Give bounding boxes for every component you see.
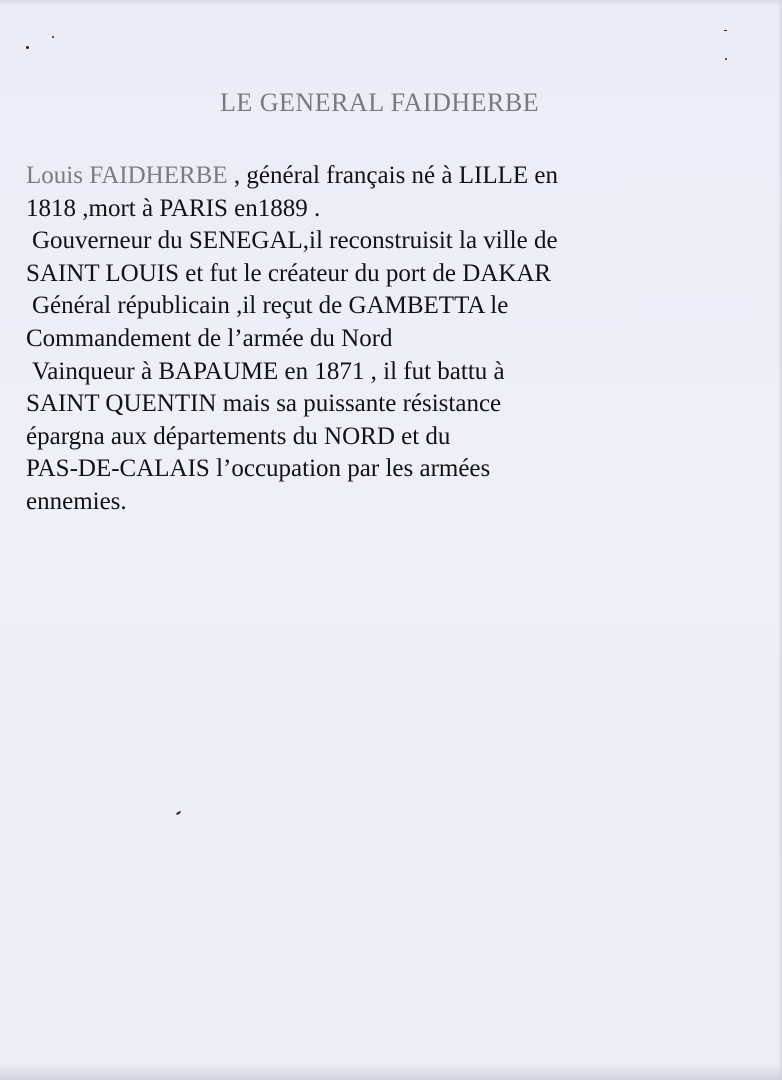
body-line: SAINT LOUIS et fut le créateur du port de DAKAR bbox=[26, 259, 552, 287]
body-line: Commandement de l’armée du Nord bbox=[26, 324, 393, 352]
body-line: 1818 ,mort à PARIS en1889 . bbox=[26, 194, 321, 222]
body-line: ennemies. bbox=[26, 487, 127, 515]
scan-edge-bottom bbox=[0, 1064, 782, 1080]
body-line: Gouverneur du SENEGAL,il reconstruisit la ville de bbox=[32, 227, 558, 255]
document-title: LE GENERAL FAIDHERBE bbox=[220, 88, 540, 117]
body-line: Vainqueur à BAPAUME en 1871 , il fut battu à bbox=[32, 357, 505, 385]
scan-speck bbox=[52, 36, 54, 38]
scan-edge-top bbox=[0, 0, 782, 6]
scan-speck bbox=[176, 811, 181, 816]
scan-edge-right bbox=[778, 0, 782, 1080]
document-body bbox=[26, 160, 666, 519]
name-lead: Louis FAIDHERBE bbox=[26, 162, 228, 189]
body-line: épargna aux départements du NORD et du bbox=[26, 422, 451, 450]
body-line bbox=[26, 160, 666, 193]
body-line: PAS-DE-CALAIS l’occupation par les armées bbox=[26, 455, 491, 483]
scan-speck bbox=[26, 46, 29, 49]
body-line: Général républicain ,il reçut de GAMBETTA le bbox=[32, 292, 509, 320]
scan-speck bbox=[724, 30, 727, 31]
body-line-text: , général français né à LILLE en bbox=[233, 162, 558, 189]
scan-speck bbox=[725, 58, 727, 60]
body-line: SAINT QUENTIN mais sa puissante résistance bbox=[26, 390, 502, 418]
